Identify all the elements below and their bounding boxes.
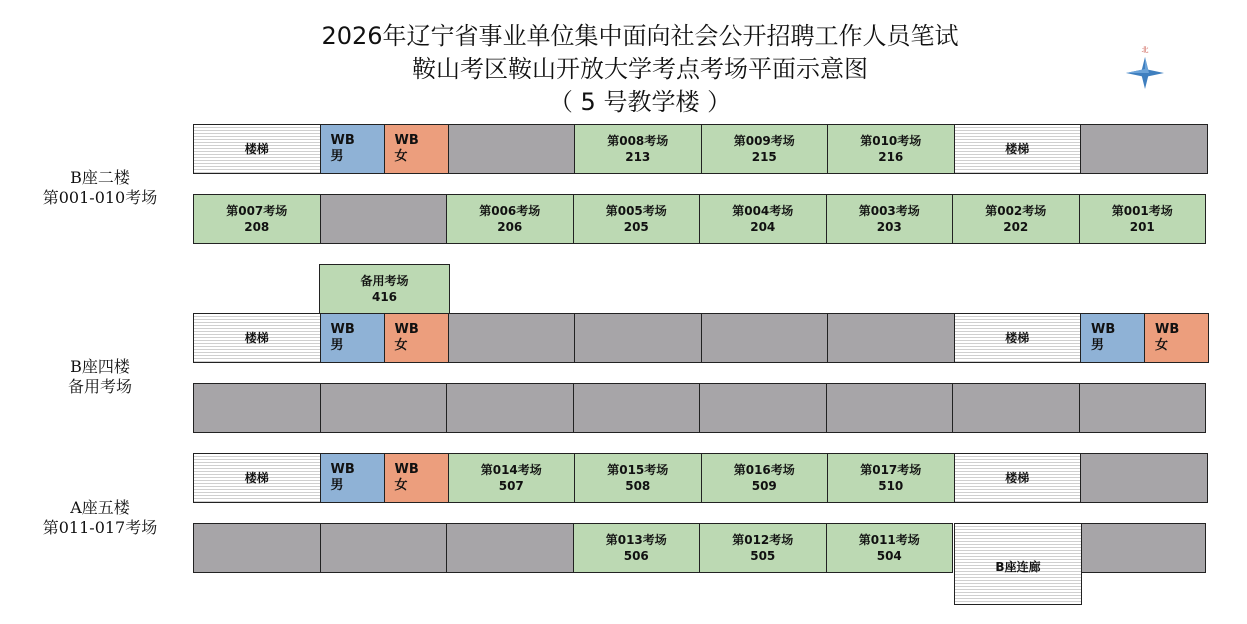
exam-room-203: 第003考场 203 xyxy=(826,194,954,244)
exam-room-213: 第008考场 213 xyxy=(574,124,702,174)
unused-room xyxy=(699,383,827,433)
title-line-1: 2026年辽宁省事业单位集中面向社会公开招聘工作人员笔试 xyxy=(321,22,959,50)
unused-room xyxy=(320,383,448,433)
title-line-2: 鞍山考区鞍山开放大学考点考场平面示意图 xyxy=(412,55,868,83)
floor-name: B座四楼 xyxy=(70,357,130,376)
unused-room xyxy=(320,523,448,573)
floor-name: B座二楼 xyxy=(70,168,130,187)
restroom-female: WB 女 xyxy=(384,124,449,174)
floor-a5-row-north xyxy=(193,453,1213,503)
unused-room xyxy=(827,313,955,363)
unused-room xyxy=(574,313,702,363)
b-building-corridor: B座连廊 xyxy=(954,523,1082,605)
floor-range: 第011-017考场 xyxy=(42,518,158,537)
stairs: 楼梯 xyxy=(193,313,321,363)
unused-room xyxy=(320,194,448,244)
unused-room xyxy=(573,383,701,433)
exam-room-507: 第014考场 507 xyxy=(448,453,576,503)
exam-room-208: 第007考场 208 xyxy=(193,194,321,244)
exam-room-505: 第012考场 505 xyxy=(699,523,827,573)
restroom-male: WB 男 xyxy=(1080,313,1145,363)
exam-room-504: 第011考场 504 xyxy=(826,523,954,573)
exam-room-204: 第004考场 204 xyxy=(699,194,827,244)
unused-room xyxy=(446,383,574,433)
unused-room xyxy=(1080,453,1208,503)
unused-room xyxy=(1080,124,1208,174)
unused-room xyxy=(193,523,321,573)
unused-room xyxy=(701,313,829,363)
exam-room-216: 第010考场 216 xyxy=(827,124,955,174)
restroom-female: WB 女 xyxy=(384,453,449,503)
exam-room-510: 第017考场 510 xyxy=(827,453,955,503)
floor-label-b2 xyxy=(20,168,180,208)
title-line-3: （ 5 号教学楼 ） xyxy=(548,88,732,116)
stairs: 楼梯 xyxy=(193,453,321,503)
stairs: 楼梯 xyxy=(954,453,1082,503)
floor-label-b4 xyxy=(20,357,180,397)
floor-b2-row-south xyxy=(193,194,1213,244)
unused-room xyxy=(1079,383,1207,433)
exam-room-509: 第016考场 509 xyxy=(701,453,829,503)
floor-range: 第001-010考场 xyxy=(42,188,158,207)
unused-room xyxy=(193,383,321,433)
exam-room-506: 第013考场 506 xyxy=(573,523,701,573)
unused-room xyxy=(952,383,1080,433)
restroom-female: WB 女 xyxy=(384,313,449,363)
backup-room-416: 备用考场 416 xyxy=(319,264,450,314)
floor-b4-row-north xyxy=(193,313,1213,363)
floor-name: A座五楼 xyxy=(70,498,130,517)
floor-range: 备用考场 xyxy=(67,377,132,396)
exam-room-206: 第006考场 206 xyxy=(446,194,574,244)
unused-room xyxy=(448,124,576,174)
floor-b2-row-north xyxy=(193,124,1213,174)
restroom-male: WB 男 xyxy=(320,313,385,363)
unused-room xyxy=(1079,523,1207,573)
restroom-male: WB 男 xyxy=(320,124,385,174)
restroom-female: WB 女 xyxy=(1144,313,1209,363)
stairs: 楼梯 xyxy=(193,124,321,174)
exam-room-508: 第015考场 508 xyxy=(574,453,702,503)
restroom-male: WB 男 xyxy=(320,453,385,503)
unused-room xyxy=(448,313,576,363)
compass-icon xyxy=(1122,44,1168,96)
exam-room-215: 第009考场 215 xyxy=(701,124,829,174)
floor-b4-row-south xyxy=(193,383,1213,433)
stairs: 楼梯 xyxy=(954,124,1082,174)
exam-room-202: 第002考场 202 xyxy=(952,194,1080,244)
floor-label-a5 xyxy=(20,498,180,538)
unused-room xyxy=(446,523,574,573)
exam-room-205: 第005考场 205 xyxy=(573,194,701,244)
unused-room xyxy=(826,383,954,433)
exam-room-201: 第001考场 201 xyxy=(1079,194,1207,244)
north-label: 北 xyxy=(1141,46,1149,54)
stairs: 楼梯 xyxy=(954,313,1082,363)
